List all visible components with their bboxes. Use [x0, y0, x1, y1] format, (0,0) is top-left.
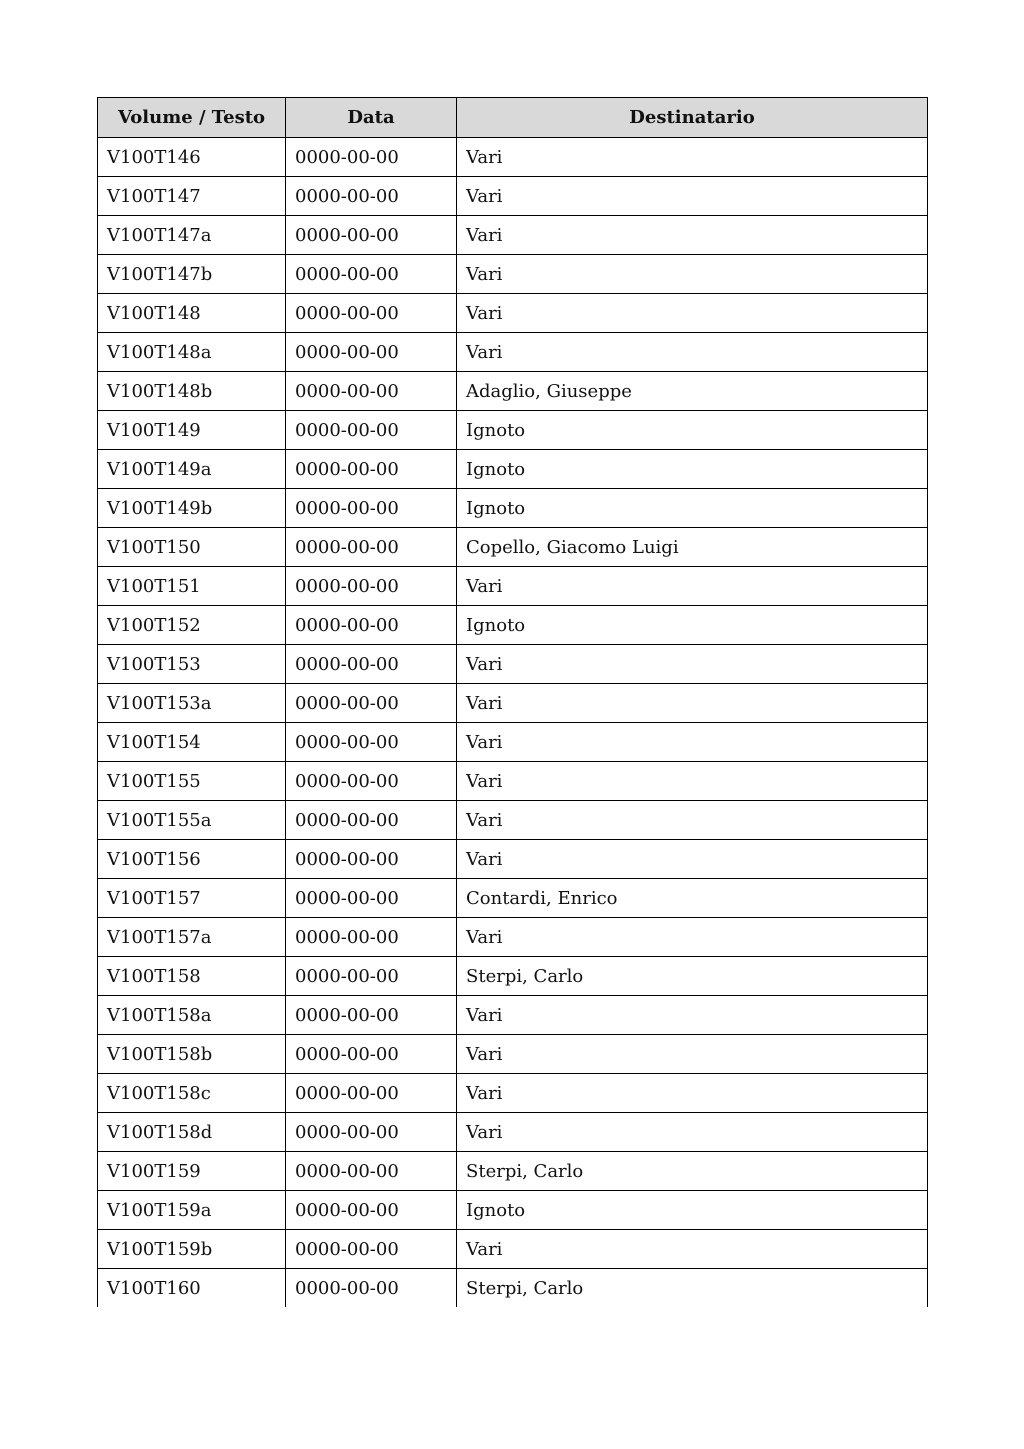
cell-volume-testo: V100T149b — [98, 489, 286, 528]
cell-volume-testo: V100T149 — [98, 411, 286, 450]
table-row — [98, 567, 928, 606]
table-row — [98, 528, 928, 567]
cell-destinatario: Vari — [457, 177, 928, 216]
cell-volume-testo: V100T147b — [98, 255, 286, 294]
table-row — [98, 1230, 928, 1269]
cell-destinatario: Ignoto — [457, 411, 928, 450]
cell-destinatario: Vari — [457, 684, 928, 723]
cell-volume-testo: V100T151 — [98, 567, 286, 606]
cell-data: 0000-00-00 — [286, 1191, 457, 1230]
cell-destinatario: Sterpi, Carlo — [457, 1152, 928, 1191]
table-row — [98, 606, 928, 645]
table-row — [98, 1269, 928, 1308]
cell-volume-testo: V100T159b — [98, 1230, 286, 1269]
cell-destinatario: Sterpi, Carlo — [457, 957, 928, 996]
cell-volume-testo: V100T148a — [98, 333, 286, 372]
cell-data: 0000-00-00 — [286, 1152, 457, 1191]
table-row — [98, 762, 928, 801]
cell-destinatario: Contardi, Enrico — [457, 879, 928, 918]
cell-destinatario: Vari — [457, 840, 928, 879]
cell-volume-testo: V100T148 — [98, 294, 286, 333]
cell-data: 0000-00-00 — [286, 1269, 457, 1308]
cell-volume-testo: V100T149a — [98, 450, 286, 489]
cell-destinatario: Vari — [457, 801, 928, 840]
table-row — [98, 879, 928, 918]
table-header — [98, 98, 928, 138]
table-row — [98, 372, 928, 411]
header-destinatario: Destinatario — [457, 98, 928, 138]
cell-data: 0000-00-00 — [286, 177, 457, 216]
cell-data: 0000-00-00 — [286, 1230, 457, 1269]
table-row — [98, 177, 928, 216]
cell-destinatario: Vari — [457, 1074, 928, 1113]
cell-volume-testo: V100T147a — [98, 216, 286, 255]
cell-volume-testo: V100T148b — [98, 372, 286, 411]
cell-volume-testo: V100T146 — [98, 138, 286, 177]
cell-data: 0000-00-00 — [286, 762, 457, 801]
cell-destinatario: Vari — [457, 294, 928, 333]
cell-data: 0000-00-00 — [286, 957, 457, 996]
header-volume-testo: Volume / Testo — [98, 98, 286, 138]
cell-destinatario: Vari — [457, 255, 928, 294]
cell-destinatario: Vari — [457, 1113, 928, 1152]
table-row — [98, 216, 928, 255]
cell-volume-testo: V100T155 — [98, 762, 286, 801]
cell-volume-testo: V100T150 — [98, 528, 286, 567]
cell-destinatario: Ignoto — [457, 1191, 928, 1230]
table-row — [98, 1191, 928, 1230]
table-row — [98, 255, 928, 294]
cell-data: 0000-00-00 — [286, 333, 457, 372]
cell-data: 0000-00-00 — [286, 489, 457, 528]
cell-destinatario: Vari — [457, 1035, 928, 1074]
cell-volume-testo: V100T157a — [98, 918, 286, 957]
table-row — [98, 294, 928, 333]
cell-destinatario: Ignoto — [457, 606, 928, 645]
cell-volume-testo: V100T157 — [98, 879, 286, 918]
cell-volume-testo: V100T155a — [98, 801, 286, 840]
cell-data: 0000-00-00 — [286, 918, 457, 957]
cell-data: 0000-00-00 — [286, 684, 457, 723]
cell-volume-testo: V100T156 — [98, 840, 286, 879]
cell-destinatario: Vari — [457, 216, 928, 255]
table-row — [98, 1035, 928, 1074]
cell-data: 0000-00-00 — [286, 1035, 457, 1074]
cell-data: 0000-00-00 — [286, 1113, 457, 1152]
table-row — [98, 723, 928, 762]
cell-data: 0000-00-00 — [286, 216, 457, 255]
header-data: Data — [286, 98, 457, 138]
document-table-container — [97, 97, 927, 1307]
cell-destinatario: Vari — [457, 645, 928, 684]
cell-destinatario: Vari — [457, 567, 928, 606]
cell-volume-testo: V100T158c — [98, 1074, 286, 1113]
cell-data: 0000-00-00 — [286, 801, 457, 840]
cell-data: 0000-00-00 — [286, 567, 457, 606]
cell-data: 0000-00-00 — [286, 840, 457, 879]
table-row — [98, 489, 928, 528]
table-row — [98, 957, 928, 996]
cell-data: 0000-00-00 — [286, 645, 457, 684]
cell-data: 0000-00-00 — [286, 879, 457, 918]
cell-destinatario: Adaglio, Giuseppe — [457, 372, 928, 411]
cell-data: 0000-00-00 — [286, 138, 457, 177]
cell-volume-testo: V100T158b — [98, 1035, 286, 1074]
table-row — [98, 138, 928, 177]
table-row — [98, 840, 928, 879]
table-row — [98, 918, 928, 957]
cell-volume-testo: V100T159 — [98, 1152, 286, 1191]
cell-volume-testo: V100T159a — [98, 1191, 286, 1230]
table-body — [98, 138, 928, 1308]
cell-destinatario: Copello, Giacomo Luigi — [457, 528, 928, 567]
cell-data: 0000-00-00 — [286, 450, 457, 489]
table-row — [98, 1152, 928, 1191]
table-row — [98, 333, 928, 372]
cell-data: 0000-00-00 — [286, 255, 457, 294]
cell-data: 0000-00-00 — [286, 411, 457, 450]
cell-destinatario: Sterpi, Carlo — [457, 1269, 928, 1308]
cell-volume-testo: V100T158 — [98, 957, 286, 996]
cell-destinatario: Vari — [457, 918, 928, 957]
table-row — [98, 645, 928, 684]
table-row — [98, 450, 928, 489]
cell-data: 0000-00-00 — [286, 996, 457, 1035]
header-row — [98, 98, 928, 138]
table-row — [98, 684, 928, 723]
table-row — [98, 996, 928, 1035]
cell-destinatario: Vari — [457, 333, 928, 372]
cell-data: 0000-00-00 — [286, 723, 457, 762]
cell-destinatario: Ignoto — [457, 450, 928, 489]
table-row — [98, 1074, 928, 1113]
cell-destinatario: Vari — [457, 723, 928, 762]
cell-volume-testo: V100T153 — [98, 645, 286, 684]
cell-data: 0000-00-00 — [286, 1074, 457, 1113]
cell-data: 0000-00-00 — [286, 294, 457, 333]
cell-destinatario: Vari — [457, 138, 928, 177]
table-row — [98, 801, 928, 840]
cell-data: 0000-00-00 — [286, 606, 457, 645]
cell-destinatario: Vari — [457, 1230, 928, 1269]
cell-volume-testo: V100T147 — [98, 177, 286, 216]
cell-destinatario: Vari — [457, 762, 928, 801]
cell-volume-testo: V100T153a — [98, 684, 286, 723]
table-row — [98, 1113, 928, 1152]
letters-table — [97, 97, 928, 1307]
cell-volume-testo: V100T158d — [98, 1113, 286, 1152]
cell-volume-testo: V100T152 — [98, 606, 286, 645]
cell-destinatario: Vari — [457, 996, 928, 1035]
cell-data: 0000-00-00 — [286, 372, 457, 411]
table-row — [98, 411, 928, 450]
cell-volume-testo: V100T158a — [98, 996, 286, 1035]
cell-volume-testo: V100T160 — [98, 1269, 286, 1308]
cell-destinatario: Ignoto — [457, 489, 928, 528]
cell-volume-testo: V100T154 — [98, 723, 286, 762]
cell-data: 0000-00-00 — [286, 528, 457, 567]
